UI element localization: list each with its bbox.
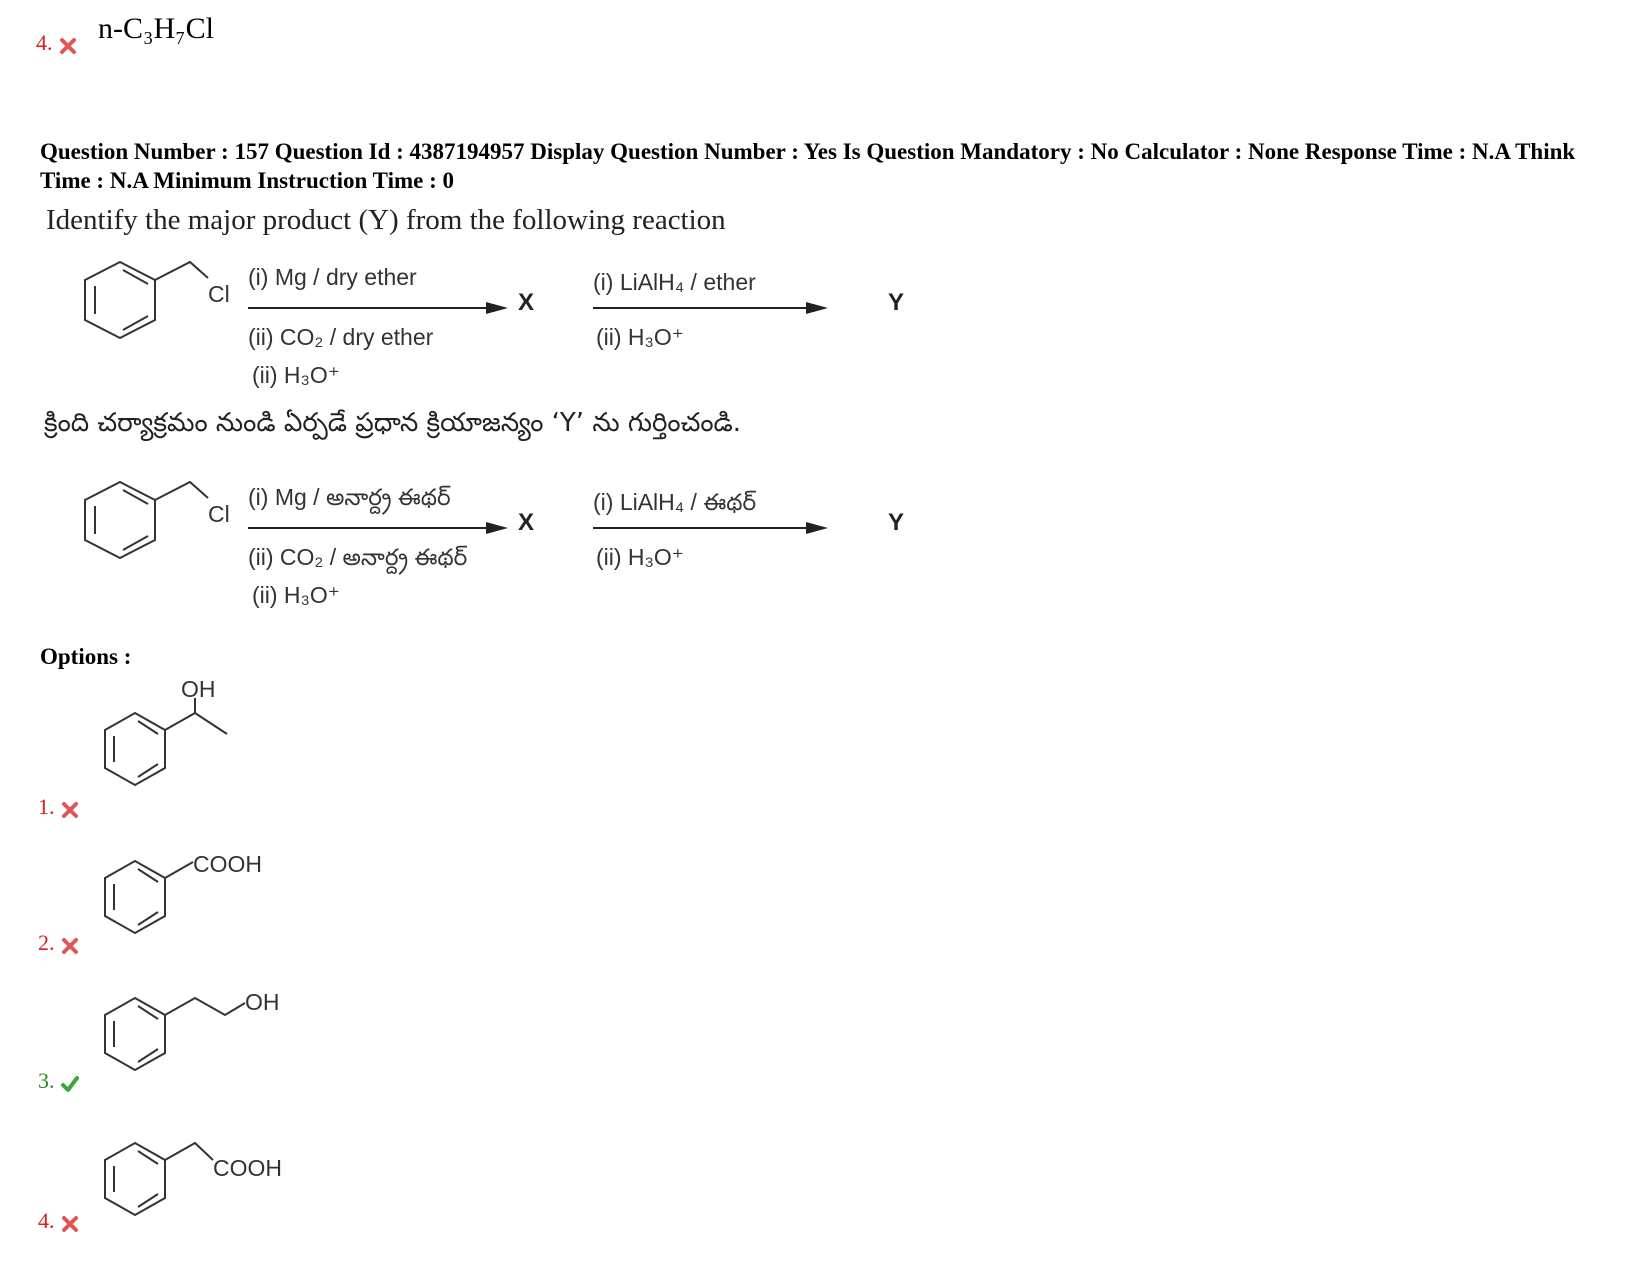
option-number: 3. bbox=[38, 1068, 55, 1093]
check-icon bbox=[61, 1075, 79, 1093]
option-4-structure bbox=[95, 1130, 335, 1240]
reaction-arrow-1 bbox=[248, 522, 508, 534]
option-1[interactable] bbox=[38, 794, 79, 820]
option-number: 4. bbox=[36, 30, 53, 55]
question-text-english: Identify the major product (Y) from the following reaction bbox=[46, 204, 726, 236]
option-number: 4. bbox=[38, 1208, 55, 1233]
option-3-label: OH bbox=[245, 989, 280, 1015]
question-meta: Question Number : 157 Question Id : 4387194957 Display Question Number : Yes Is Question Mandatory : No Calculator : None Response Time : N.A Think Time : N.A Minimum Instruction Time : 0 bbox=[40, 139, 1576, 193]
reactant-label: Cl bbox=[208, 501, 230, 527]
cross-icon bbox=[61, 801, 79, 819]
step1-reagent-mid: (ii) CO₂ / dry ether bbox=[248, 324, 434, 350]
option-4-label: COOH bbox=[213, 1155, 282, 1181]
option-number: 2. bbox=[38, 930, 55, 955]
cross-icon bbox=[61, 1215, 79, 1233]
step2-reagent-top: (i) LiAlH₄ / ఈథర్ bbox=[593, 489, 757, 515]
reaction-scheme-english bbox=[40, 250, 960, 400]
reactant-label: Cl bbox=[208, 281, 230, 307]
product-label: Y bbox=[888, 509, 905, 536]
benzyl-chloride-structure bbox=[85, 262, 208, 338]
step1-reagent-top: (i) Mg / అనార్ద్ర ఈథర్ bbox=[248, 484, 451, 510]
option-1-label: OH bbox=[181, 680, 216, 702]
step1-reagent-bottom: (ii) H₃O⁺ bbox=[252, 582, 340, 608]
option-3-structure bbox=[95, 985, 335, 1095]
reaction-arrow-2 bbox=[593, 522, 828, 534]
option-number: 1. bbox=[38, 794, 55, 819]
reaction-scheme-telugu bbox=[40, 470, 960, 620]
intermediate-label: X bbox=[518, 509, 535, 536]
options-label: Options : bbox=[40, 644, 132, 669]
cross-icon bbox=[59, 37, 77, 55]
benzyl-chloride-structure bbox=[85, 482, 208, 558]
product-label: Y bbox=[888, 289, 905, 316]
step1-reagent-mid: (ii) CO₂ / అనార్ద్ర ఈథర్ bbox=[248, 544, 468, 570]
option-2-label: COOH bbox=[193, 851, 262, 877]
option-1-structure bbox=[95, 680, 295, 815]
cross-icon bbox=[61, 937, 79, 955]
intermediate-label: X bbox=[518, 289, 535, 316]
step2-reagent-bottom: (ii) H₃O⁺ bbox=[596, 544, 684, 570]
step2-reagent-bottom: (ii) H₃O⁺ bbox=[596, 324, 684, 350]
option-3[interactable] bbox=[38, 1068, 79, 1094]
option-2[interactable] bbox=[38, 930, 79, 956]
question-text-telugu: క్రింది చర్యాక్రమం నుండి ఏర్పడే ప్రధాన క్రియాజన్యం ‘Y’ ను గుర్తించండి. bbox=[44, 408, 742, 438]
step2-reagent-top: (i) LiAlH₄ / ether bbox=[593, 269, 756, 295]
reaction-arrow-1 bbox=[248, 302, 508, 314]
prev-option-4 bbox=[36, 30, 77, 56]
option-2-structure bbox=[95, 850, 315, 960]
reaction-arrow-2 bbox=[593, 302, 828, 314]
step1-reagent-bottom: (ii) H₃O⁺ bbox=[252, 362, 340, 388]
prev-option-formula: n-C₃H₇Cl bbox=[98, 12, 214, 45]
step1-reagent-top: (i) Mg / dry ether bbox=[248, 264, 417, 290]
option-4[interactable] bbox=[38, 1208, 79, 1234]
